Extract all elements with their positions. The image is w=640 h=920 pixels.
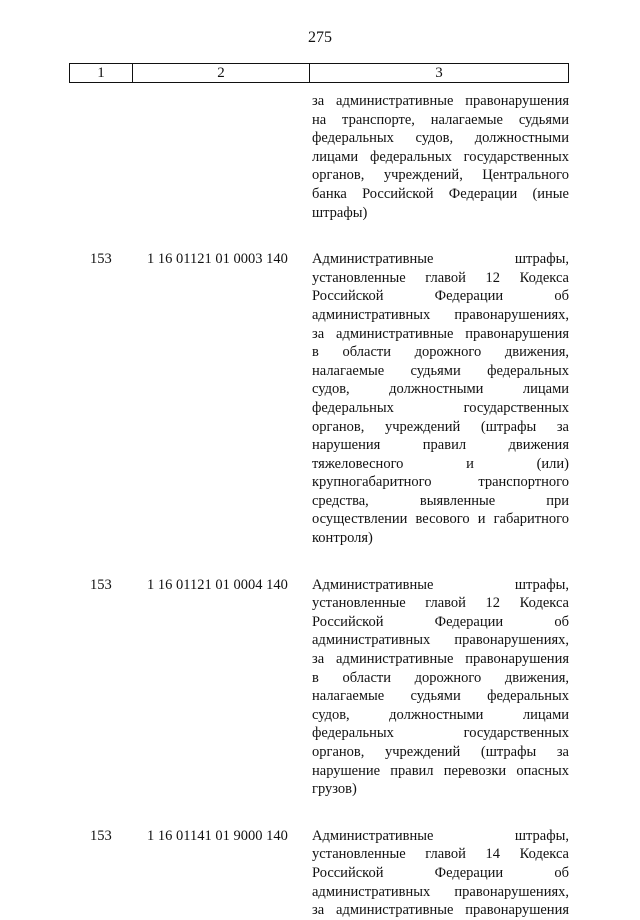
description-line: в области дорожного движения, [312,344,569,361]
description-line: федеральных государственных [312,725,569,742]
description-line: налагаемые судьями федеральных [312,362,569,379]
description-line: контроля) [312,530,373,547]
table-body [69,92,569,920]
description-line: нарушения правил движения [312,437,569,454]
income-description [312,576,569,799]
description-line: тяжеловесного и (или) [312,455,569,472]
description-line: средства, выявленные при [312,492,569,509]
description-line: грузов) [312,781,357,798]
description-line: органов, учреждений, Центрального [312,167,569,184]
budget-classification-code: 1 16 01121 01 0003 140 [147,251,288,268]
admin-code: 153 [90,251,112,268]
description-line: органов, учреждений (штрафы за [312,744,569,760]
description-line: за административные правонарушения [312,902,569,919]
budget-classification-code: 1 16 01121 01 0004 140 [147,576,288,593]
admin-code: 153 [90,576,112,593]
page-number: 275 [308,29,332,46]
description-line: осуществлении весового и габаритного [312,511,569,528]
description-line: Российской Федерации об [312,613,569,630]
description-line: установленные главой 12 Кодекса [312,269,569,286]
table-row [69,92,569,222]
description-line: Административные штрафы, [312,827,569,844]
description-line: крупногабаритного транспортного [312,474,569,491]
admin-code: 153 [90,827,112,844]
description-line: судов, должностными лицами [312,381,569,398]
description-line: Административные штрафы, [312,576,569,593]
description-line: федеральных судов, должностными [312,130,569,147]
table-row [69,576,569,799]
description-line: федеральных государственных [312,399,569,416]
description-line: установленные главой 12 Кодекса [312,595,569,612]
description-line: налагаемые судьями федеральных [312,688,569,705]
description-line: органов, учреждений (штрафы за [312,418,569,435]
description-line: на транспорте, налагаемые судьями [312,111,569,128]
description-line: за административные правонарушения [312,325,569,342]
table-row [69,250,569,548]
description-line: административных правонарушениях, [312,883,569,900]
description-line: штрафы) [312,204,368,221]
description-line: Российской Федерации об [312,864,569,881]
budget-classification-code: 1 16 01141 01 9000 140 [147,827,288,844]
description-line: нарушение правил перевозки опасных [312,762,569,779]
description-line: административных правонарушениях, [312,306,569,323]
table-header-col-3: 3 [435,65,443,81]
description-line: административных правонарушениях, [312,632,569,649]
table-row [69,827,569,920]
description-line: в области дорожного движения, [312,669,569,686]
table-header-col-2: 2 [133,64,310,82]
table-header-col-1: 1 [70,64,133,82]
description-line: установленные главой 14 Кодекса [312,846,569,863]
income-description [312,92,569,222]
description-line: банка Российской Федерации (иные [312,185,569,202]
description-line: за административные правонарушения [312,93,569,109]
description-line: за административные правонарушения [312,651,569,668]
description-line: лицами федеральных государственных [312,148,569,165]
table-header-row [69,63,569,83]
income-description [312,827,569,920]
description-line: судов, должностными лицами [312,706,569,723]
description-line: Административные штрафы, [312,251,569,268]
description-line: Российской Федерации об [312,288,569,305]
income-description [312,250,569,548]
